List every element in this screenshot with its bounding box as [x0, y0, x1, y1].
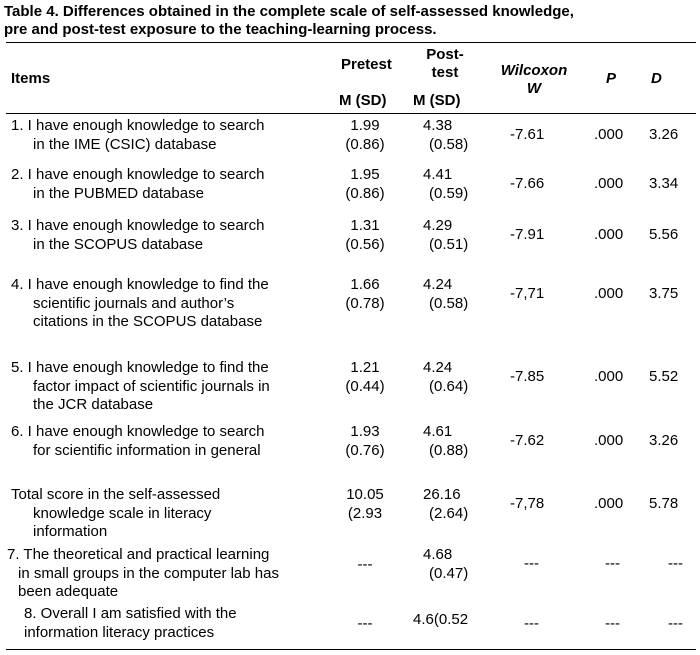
row-3-d: 5.56 — [649, 226, 679, 243]
row-5-p: .000 — [594, 368, 624, 385]
row-1-d: 3.26 — [649, 126, 679, 143]
header-bottom-rule — [6, 113, 696, 114]
row-3-item: 3. I have enough knowledge to search in the SCOPUS database — [11, 217, 265, 253]
caption-line-1: Table 4. Differences obtained in the complete scale of self-assessed knowledge, — [4, 3, 574, 20]
row-2-posttest: 4.41 (0.59) — [423, 166, 469, 202]
table-top-rule — [6, 42, 696, 43]
row-8-posttest: 4.68 (0.47) — [423, 546, 469, 582]
header-wilcoxon: Wilcoxon W — [500, 62, 568, 97]
row-4-item: 4. I have enough knowledge to find the scientific journals and author’s citations in the SCOPUS database — [11, 276, 269, 330]
row-5-item: 5. I have enough knowledge to find the factor impact of scientific journals in the JCR database — [11, 359, 270, 413]
row-2-d: 3.34 — [649, 175, 679, 192]
row-7-d: 5.78 — [649, 495, 679, 512]
table-bottom-rule — [6, 649, 696, 650]
row-5-posttest: 4.24 (0.64) — [423, 359, 469, 395]
caption-line-2: pre and post-test exposure to the teaching-learning process. — [4, 21, 437, 38]
row-1-wilcoxon: -7.61 — [510, 126, 545, 143]
header-items: Items — [11, 70, 51, 87]
row-7-p: .000 — [594, 495, 624, 512]
header-m-sd-pretest: M (SD) — [339, 92, 387, 109]
header-p: P — [606, 70, 617, 87]
row-6-posttest: 4.61 (0.88) — [423, 423, 469, 459]
row-8-d: --- — [668, 555, 683, 572]
header-posttest: Post- test — [426, 46, 464, 81]
header-d: D — [651, 70, 662, 87]
row-7-pretest: 10.05 (2.93 — [346, 486, 384, 522]
row-1-pretest: 1.99 (0.86) — [345, 117, 385, 153]
row-6-d: 3.26 — [649, 432, 679, 449]
row-4-d: 3.75 — [649, 285, 679, 302]
row-9-p: --- — [605, 615, 620, 632]
row-5-d: 5.52 — [649, 368, 679, 385]
row-7-posttest: 26.16 (2.64) — [423, 486, 469, 522]
row-6-pretest: 1.93 (0.76) — [345, 423, 385, 459]
row-3-pretest: 1.31 (0.56) — [345, 217, 385, 253]
row-9-posttest: 4.6(0.52 — [413, 611, 469, 628]
row-8-item: 7. The theoretical and practical learning in small groups in the computer lab has been adequate — [7, 546, 279, 600]
row-1-p: .000 — [594, 126, 624, 143]
row-7-wilcoxon: -7,78 — [510, 495, 545, 512]
row-3-p: .000 — [594, 226, 624, 243]
row-1-item: 1. I have enough knowledge to search in the IME (CSIC) database — [11, 117, 265, 153]
row-1-posttest: 4.38 (0.58) — [423, 117, 469, 153]
row-4-p: .000 — [594, 285, 624, 302]
header-pretest: Pretest — [341, 56, 392, 73]
row-3-posttest: 4.29 (0.51) — [423, 217, 469, 253]
row-3-wilcoxon: -7.91 — [510, 226, 545, 243]
row-7-item: Total score in the self-assessed knowledge scale in literacy information — [11, 486, 221, 540]
header-m-sd-posttest: M (SD) — [413, 92, 461, 109]
row-9-d: --- — [668, 615, 683, 632]
row-2-pretest: 1.95 (0.86) — [345, 166, 385, 202]
row-9-item: 8. Overall I am satisfied with the information literacy practices — [24, 605, 237, 641]
row-2-p: .000 — [594, 175, 624, 192]
row-4-wilcoxon: -7,71 — [510, 285, 545, 302]
row-6-item: 6. I have enough knowledge to search for scientific information in general — [11, 423, 265, 459]
row-8-p: --- — [605, 555, 620, 572]
row-4-pretest: 1.66 (0.78) — [345, 276, 385, 312]
row-2-item: 2. I have enough knowledge to search in the PUBMED database — [11, 166, 265, 202]
row-9-wilcoxon: --- — [524, 615, 539, 632]
row-5-pretest: 1.21 (0.44) — [345, 359, 385, 395]
row-6-wilcoxon: -7.62 — [510, 432, 545, 449]
row-8-wilcoxon: --- — [524, 555, 539, 572]
row-6-p: .000 — [594, 432, 624, 449]
row-4-posttest: 4.24 (0.58) — [423, 276, 469, 312]
table-caption — [4, 3, 698, 39]
row-5-wilcoxon: -7.85 — [510, 368, 545, 385]
row-2-wilcoxon: -7.66 — [510, 175, 545, 192]
row-9-pretest: --- — [357, 615, 373, 632]
row-8-pretest: --- — [357, 556, 373, 573]
